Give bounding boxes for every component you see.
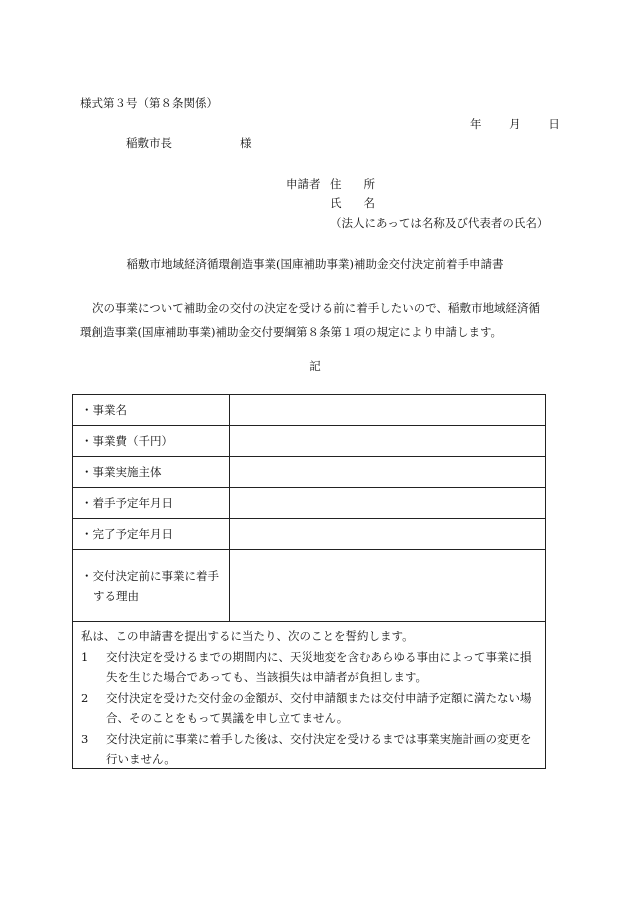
- pledge-item-text: 交付決定を受けるまでの期間内に、天災地変を含むあらゆる事由によって事業に損失を生じた場合であっても、当該損失は申請者が負担します。: [106, 649, 532, 684]
- addressee-name: 稲敷市長: [126, 136, 172, 150]
- table-row: [73, 519, 546, 550]
- pledge-intro: 私は、この申請書を提出するに当たり、次のことを誓約します。: [81, 629, 414, 643]
- row-label-end-date: ・完了予定年月日: [73, 519, 230, 550]
- row-label-implementer: ・事業実施主体: [73, 457, 230, 488]
- address-label: 住所: [330, 177, 397, 191]
- date-line: [470, 119, 560, 131]
- addressee-honorific: 様: [240, 136, 252, 150]
- row-value-implementer[interactable]: [230, 457, 546, 488]
- body-text: 次の事業について補助金の交付の決定を受ける前に着手したいので、稲敷市地域経済循環創造事業(国庫補助事業)補助金交付要綱第８条第１項の規定により申請します。: [80, 301, 541, 339]
- table-row: [73, 488, 546, 519]
- table-row: [73, 550, 546, 622]
- pledge-item-text: 交付決定前に事業に着手した後は、交付決定を受けるまでは事業実施計画の変更を行いません。: [106, 731, 532, 766]
- name-label: 氏名: [330, 196, 397, 210]
- row-value-start-date[interactable]: [230, 488, 546, 519]
- applicant-label: 申請者: [286, 177, 321, 191]
- pledge-item-number: 2: [81, 690, 89, 705]
- row-label-start-date: ・着手予定年月日: [73, 488, 230, 519]
- pledge-item-text: 交付決定を受けた交付金の金額が、交付申請額または交付申請予定額に満たない場合、そのことをもって異議を申し立てません。: [106, 690, 532, 725]
- row-value-end-date[interactable]: [230, 519, 546, 550]
- addressee: [126, 138, 252, 150]
- document-title: 稲敷市地域経済循環創造事業(国庫補助事業)補助金交付決定前着手申請書: [126, 257, 504, 271]
- pledge-item-3: [81, 729, 537, 770]
- form-number: 様式第３号（第８条関係）: [80, 96, 218, 110]
- table-row: [73, 395, 546, 426]
- reason-label-text: ・交付決定前に事業に着手する理由: [81, 568, 219, 603]
- applicant-address-line: [286, 179, 397, 191]
- row-label-project-cost: ・事業費（千円）: [73, 426, 230, 457]
- table-row: [73, 457, 546, 488]
- table-row: [73, 426, 546, 457]
- date-year-label: 年: [470, 117, 482, 131]
- project-table: [72, 394, 546, 622]
- pledge-item-number: 1: [81, 649, 89, 664]
- row-label-project-name: ・事業名: [73, 395, 230, 426]
- row-value-project-cost[interactable]: [230, 426, 546, 457]
- row-value-project-name[interactable]: [230, 395, 546, 426]
- pledge-item-1: [81, 647, 537, 688]
- row-value-reason[interactable]: [230, 550, 546, 622]
- ki-heading: 記: [309, 359, 321, 373]
- pledge-item-2: [81, 688, 537, 729]
- applicant-note: （法人にあっては名称及び代表者の氏名）: [330, 216, 549, 230]
- date-month-label: 月: [509, 117, 521, 131]
- row-label-reason: [73, 550, 230, 622]
- pledge-item-number: 3: [81, 731, 89, 746]
- date-day-label: 日: [548, 117, 560, 131]
- pledge-box: [72, 622, 546, 769]
